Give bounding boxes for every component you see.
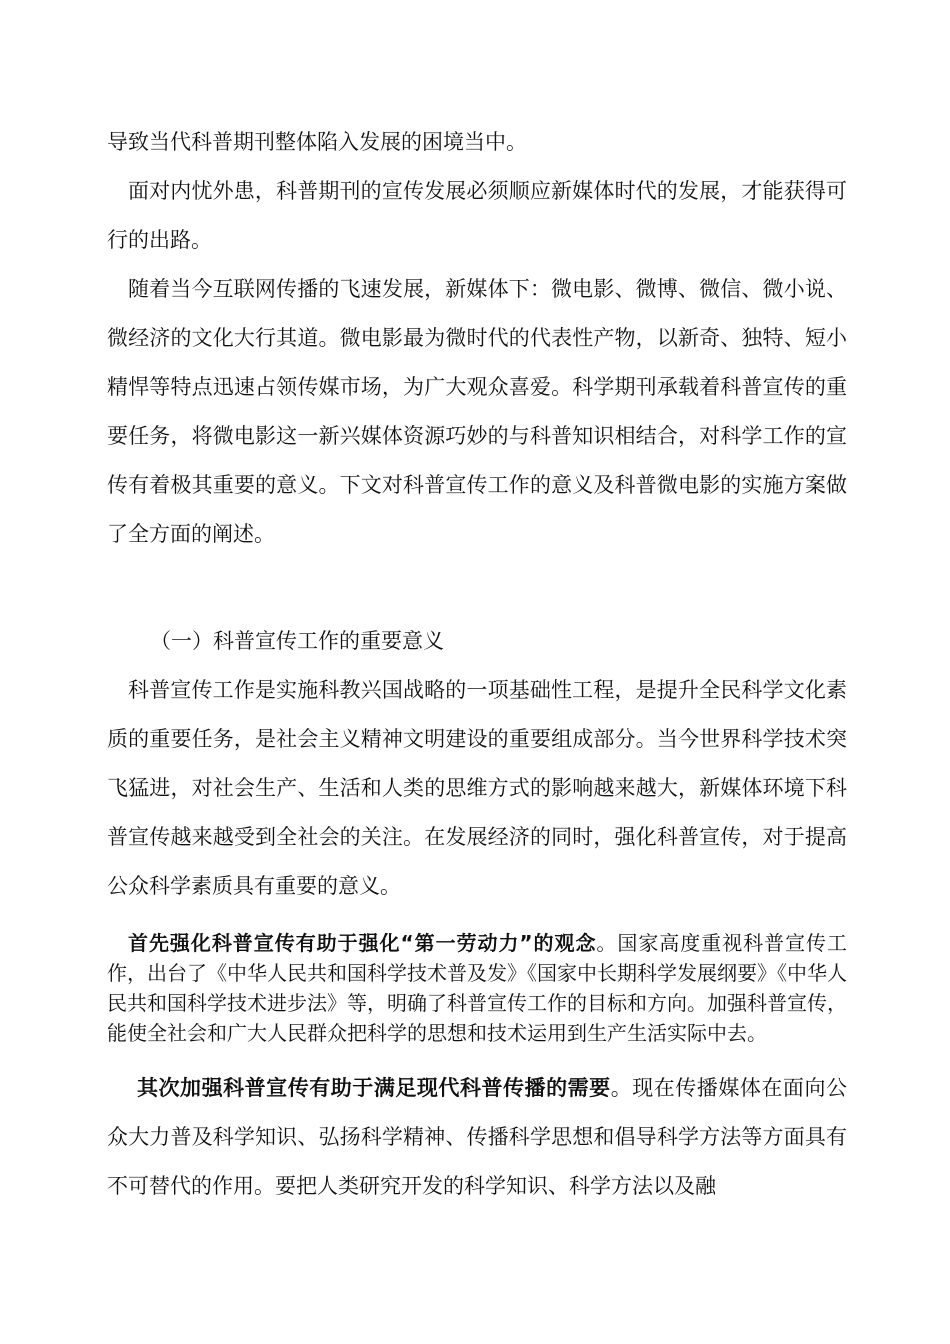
paragraph-5-lead: 首先强化科普宣传有助于强化“第一劳动力”的观念 (128, 931, 597, 955)
paragraph-6-body: 。现在传播媒体在面向公众大力普及科学知识、弘扬科学精神、传播科学思想和倡导科学方法等方面具有不可替代的作用。要把人类研究开发的科学知识、科学方法以及融 (107, 1076, 847, 1198)
paragraph-2: 面对内忧外患，科普期刊的宣传发展必须顺应新媒体时代的发展，才能获得可行的出路。 (107, 179, 847, 252)
paragraph-1: 导致当代科普期刊整体陷入发展的困境当中。 (107, 130, 527, 154)
paragraph-5-body: 。国家高度重视科普宣传工作，出台了《中华人民共和国科学技术普及发》《国家中长期科学发展纲要》《中华人民共和国科学技术进步法》等，明确了科普宣传工作的目标和方向。加强科普宣传，能使全社会和广大人民群众把科学的思想和技术运用到生产生活实际中去。 (107, 931, 848, 1045)
paragraph-4: 科普宣传工作是实施科教兴国战略的一项基础性工程，是提升全民科学文化素质的重要任务，是社会主义精神文明建设的重要组成部分。当今世界科学技术突飞猛进，对社会生产、生活和人类的思维方式的影响越来越大，新媒体环境下科普宣传越来越受到全社会的关注。在发展经济的同时，强化科普宣传，对于提高公众科学素质具有重要的意义。 (107, 678, 847, 898)
section-heading: （一）科普宣传工作的重要意义 (150, 629, 444, 653)
paragraph-3: 随着当今互联网传播的飞速发展，新媒体下：微电影、微博、微信、微小说、微经济的文化大行其道。微电影最为微时代的代表性产物，以新奇、独特、短小精悍等特点迅速占领传媒市场，为广大观众喜爱。科学期刊承载着科普宣传的重要任务，将微电影这一新兴媒体资源巧妙的与科普知识相结合，对科学工作的宣传有着极其重要的意义。下文对科普宣传工作的意义及科普微电影的实施方案做了全方面的阐述。 (107, 277, 847, 546)
paragraph-5 (107, 928, 847, 1048)
paragraph-6-lead: 其次加强科普宣传有助于满足现代科普传播的需要 (137, 1075, 611, 1100)
paragraph-6 (107, 1063, 847, 1211)
